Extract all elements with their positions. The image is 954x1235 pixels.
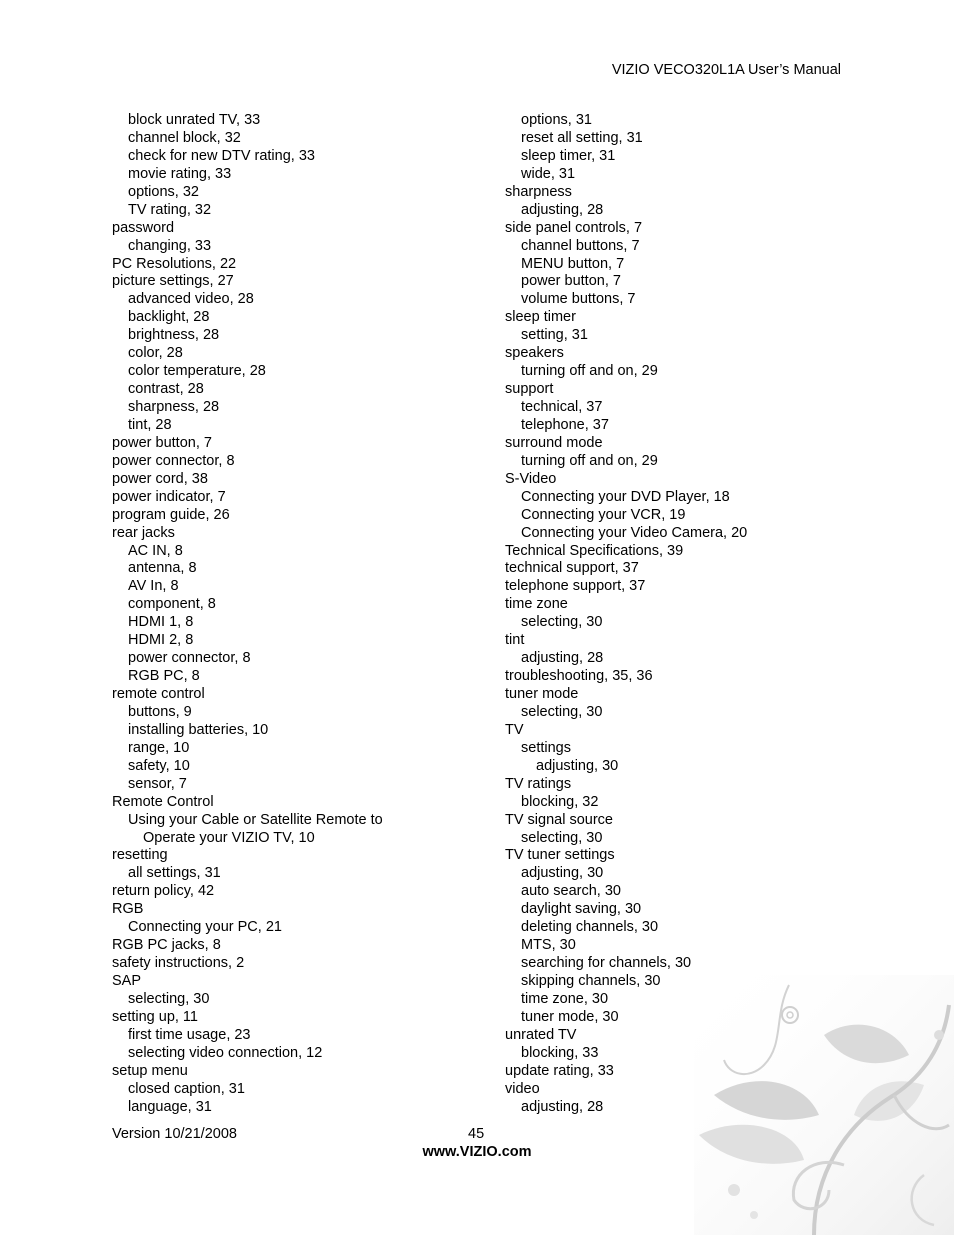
index-entry: daylight saving, 30 xyxy=(521,901,642,918)
index-entry: video xyxy=(505,1080,540,1097)
index-entry: surround mode xyxy=(505,434,603,451)
index-entry: password xyxy=(112,219,175,236)
index-entry: MENU button, 7 xyxy=(521,255,625,272)
index-entry: HDMI 1, 8 xyxy=(128,614,194,631)
index-entry: SAP xyxy=(112,973,142,989)
index-entry: Using your Cable or Satellite Remote to xyxy=(128,811,383,828)
index-entry: sleep timer xyxy=(505,309,576,326)
index-entry: technical, 37 xyxy=(521,399,603,415)
index-entry: range, 10 xyxy=(128,739,190,756)
index-entry: blocking, 33 xyxy=(521,1044,599,1061)
index-entry: troubleshooting, 35, 36 xyxy=(505,668,653,685)
index-entry: wide, 31 xyxy=(521,165,576,182)
index-entry: brightness, 28 xyxy=(128,327,220,344)
index-entry: telephone, 37 xyxy=(521,416,609,433)
index-entry: Remote Control xyxy=(112,793,214,810)
index-entry: power indicator, 7 xyxy=(112,488,226,505)
index-entry: MTS, 30 xyxy=(521,937,576,954)
index-entry: PC Resolutions, 22 xyxy=(112,255,237,272)
index-entry: channel block, 32 xyxy=(128,129,241,146)
index-entry: power button, 7 xyxy=(521,273,621,290)
index-entry: S-Video xyxy=(505,470,557,487)
index-entry: TV tuner settings xyxy=(505,847,615,864)
index-entry: tint, 28 xyxy=(128,416,172,433)
index-entry: settings xyxy=(521,739,571,756)
index-entry: blocking, 32 xyxy=(521,793,599,810)
index-entry: AV In, 8 xyxy=(128,578,179,595)
index-entry: RGB PC, 8 xyxy=(128,668,200,685)
index-entry: Operate your VIZIO TV, 10 xyxy=(143,829,315,846)
index-entry: power cord, 38 xyxy=(112,470,208,487)
index-entry: sharpness, 28 xyxy=(128,399,220,415)
index-entry: selecting, 30 xyxy=(128,990,210,1007)
index-entry: TV rating, 32 xyxy=(128,201,212,218)
index-entry: sleep timer, 31 xyxy=(521,147,616,164)
index-entry: auto search, 30 xyxy=(521,883,621,900)
index-entry: rear jacks xyxy=(112,524,175,541)
index-entry: changing, 33 xyxy=(128,237,212,254)
index-entry: adjusting, 30 xyxy=(521,865,604,882)
index-entry: remote control xyxy=(112,686,205,702)
index-entry: safety instructions, 2 xyxy=(112,955,245,972)
index-entry: advanced video, 28 xyxy=(128,291,254,308)
index-entry: power connector, 8 xyxy=(112,452,235,469)
index-entry: AC IN, 8 xyxy=(128,542,183,559)
index-entry: setup menu xyxy=(112,1062,188,1079)
index-entry: antenna, 8 xyxy=(128,560,197,577)
index-entry: color temperature, 28 xyxy=(128,363,266,380)
index-entry: speakers xyxy=(505,345,564,362)
index-entry: TV xyxy=(505,721,524,738)
index-entry: unrated TV xyxy=(505,1026,577,1043)
index-entry: closed caption, 31 xyxy=(128,1080,245,1097)
index-entry: volume buttons, 7 xyxy=(521,291,636,308)
index-entry: all settings, 31 xyxy=(128,865,221,882)
footer-url: www.VIZIO.com xyxy=(422,1144,532,1160)
index-entry: Connecting your DVD Player, 18 xyxy=(521,488,730,505)
index-entry: RGB xyxy=(112,901,144,918)
index-entry: sensor, 7 xyxy=(128,775,187,792)
index-entry: searching for channels, 30 xyxy=(521,955,692,972)
index-entry: channel buttons, 7 xyxy=(521,237,640,254)
index-entry: sharpness xyxy=(505,183,572,200)
index-entry: adjusting, 28 xyxy=(521,650,604,667)
index-entry: reset all setting, 31 xyxy=(521,129,643,146)
index-entry: selecting, 30 xyxy=(521,829,603,846)
index-entry: skipping channels, 30 xyxy=(521,973,661,989)
index-entry: TV ratings xyxy=(505,775,572,792)
manual-title: VIZIO VECO320L1A User’s Manual xyxy=(611,62,841,78)
index-entry: technical support, 37 xyxy=(505,560,639,577)
index-entry: turning off and on, 29 xyxy=(521,452,658,469)
index-entry: RGB PC jacks, 8 xyxy=(112,937,221,954)
index-entry: HDMI 2, 8 xyxy=(128,632,194,649)
index-entry: backlight, 28 xyxy=(128,309,210,326)
index-entry: time zone, 30 xyxy=(521,990,609,1007)
index-entry: first time usage, 23 xyxy=(128,1026,251,1043)
index-entry: movie rating, 33 xyxy=(128,165,232,182)
page-number: 45 xyxy=(468,1126,485,1142)
index-entry: check for new DTV rating, 33 xyxy=(128,147,315,164)
index-entry: buttons, 9 xyxy=(128,703,192,720)
index-entry: color, 28 xyxy=(128,345,183,362)
index-entry: selecting video connection, 12 xyxy=(128,1044,323,1061)
index-entry: Connecting your PC, 21 xyxy=(128,919,282,936)
index-entry: Technical Specifications, 39 xyxy=(505,542,684,559)
index-entry: installing batteries, 10 xyxy=(128,721,269,738)
index-entry: adjusting, 30 xyxy=(536,757,619,774)
index-entry: Connecting your Video Camera, 20 xyxy=(521,524,748,541)
index-entry: telephone support, 37 xyxy=(505,578,646,595)
index-entry: picture settings, 27 xyxy=(112,273,234,290)
index-entry: adjusting, 28 xyxy=(521,1098,604,1115)
index-entry: contrast, 28 xyxy=(128,381,204,398)
index-entry: turning off and on, 29 xyxy=(521,363,658,380)
index-entry: setting up, 11 xyxy=(112,1008,198,1025)
index-entry: tint xyxy=(505,632,525,649)
index-entry: setting, 31 xyxy=(521,327,588,344)
floral-swirl-icon xyxy=(694,975,954,1235)
index-entry: deleting channels, 30 xyxy=(521,919,659,936)
index-entry: resetting xyxy=(112,847,168,864)
index-entry: component, 8 xyxy=(128,596,216,613)
index-entry: program guide, 26 xyxy=(112,506,230,523)
index-entry: language, 31 xyxy=(128,1098,212,1115)
index-entry: tuner mode, 30 xyxy=(521,1008,619,1025)
footer-version: Version 10/21/2008 xyxy=(112,1126,237,1142)
index-entry: TV signal source xyxy=(505,811,613,828)
index-entry: adjusting, 28 xyxy=(521,201,604,218)
index-entry: selecting, 30 xyxy=(521,614,603,631)
index-entry: Connecting your VCR, 19 xyxy=(521,506,686,523)
index-entry: time zone xyxy=(505,596,568,613)
index-column-right xyxy=(505,112,747,1117)
index-entry: power button, 7 xyxy=(112,434,212,451)
index-entry: power connector, 8 xyxy=(128,650,251,667)
index-entry: safety, 10 xyxy=(128,757,190,774)
index-entry: selecting, 30 xyxy=(521,703,603,720)
index-entry: update rating, 33 xyxy=(505,1062,614,1079)
index-entry: tuner mode xyxy=(505,686,579,702)
index-entry: block unrated TV, 33 xyxy=(128,112,261,128)
index-entry: options, 32 xyxy=(128,183,199,200)
index-entry: return policy, 42 xyxy=(112,883,215,900)
index-entry: support xyxy=(505,381,554,398)
index-entry: side panel controls, 7 xyxy=(505,219,643,236)
index-column-left xyxy=(112,112,383,1117)
index-entry: options, 31 xyxy=(521,112,592,128)
